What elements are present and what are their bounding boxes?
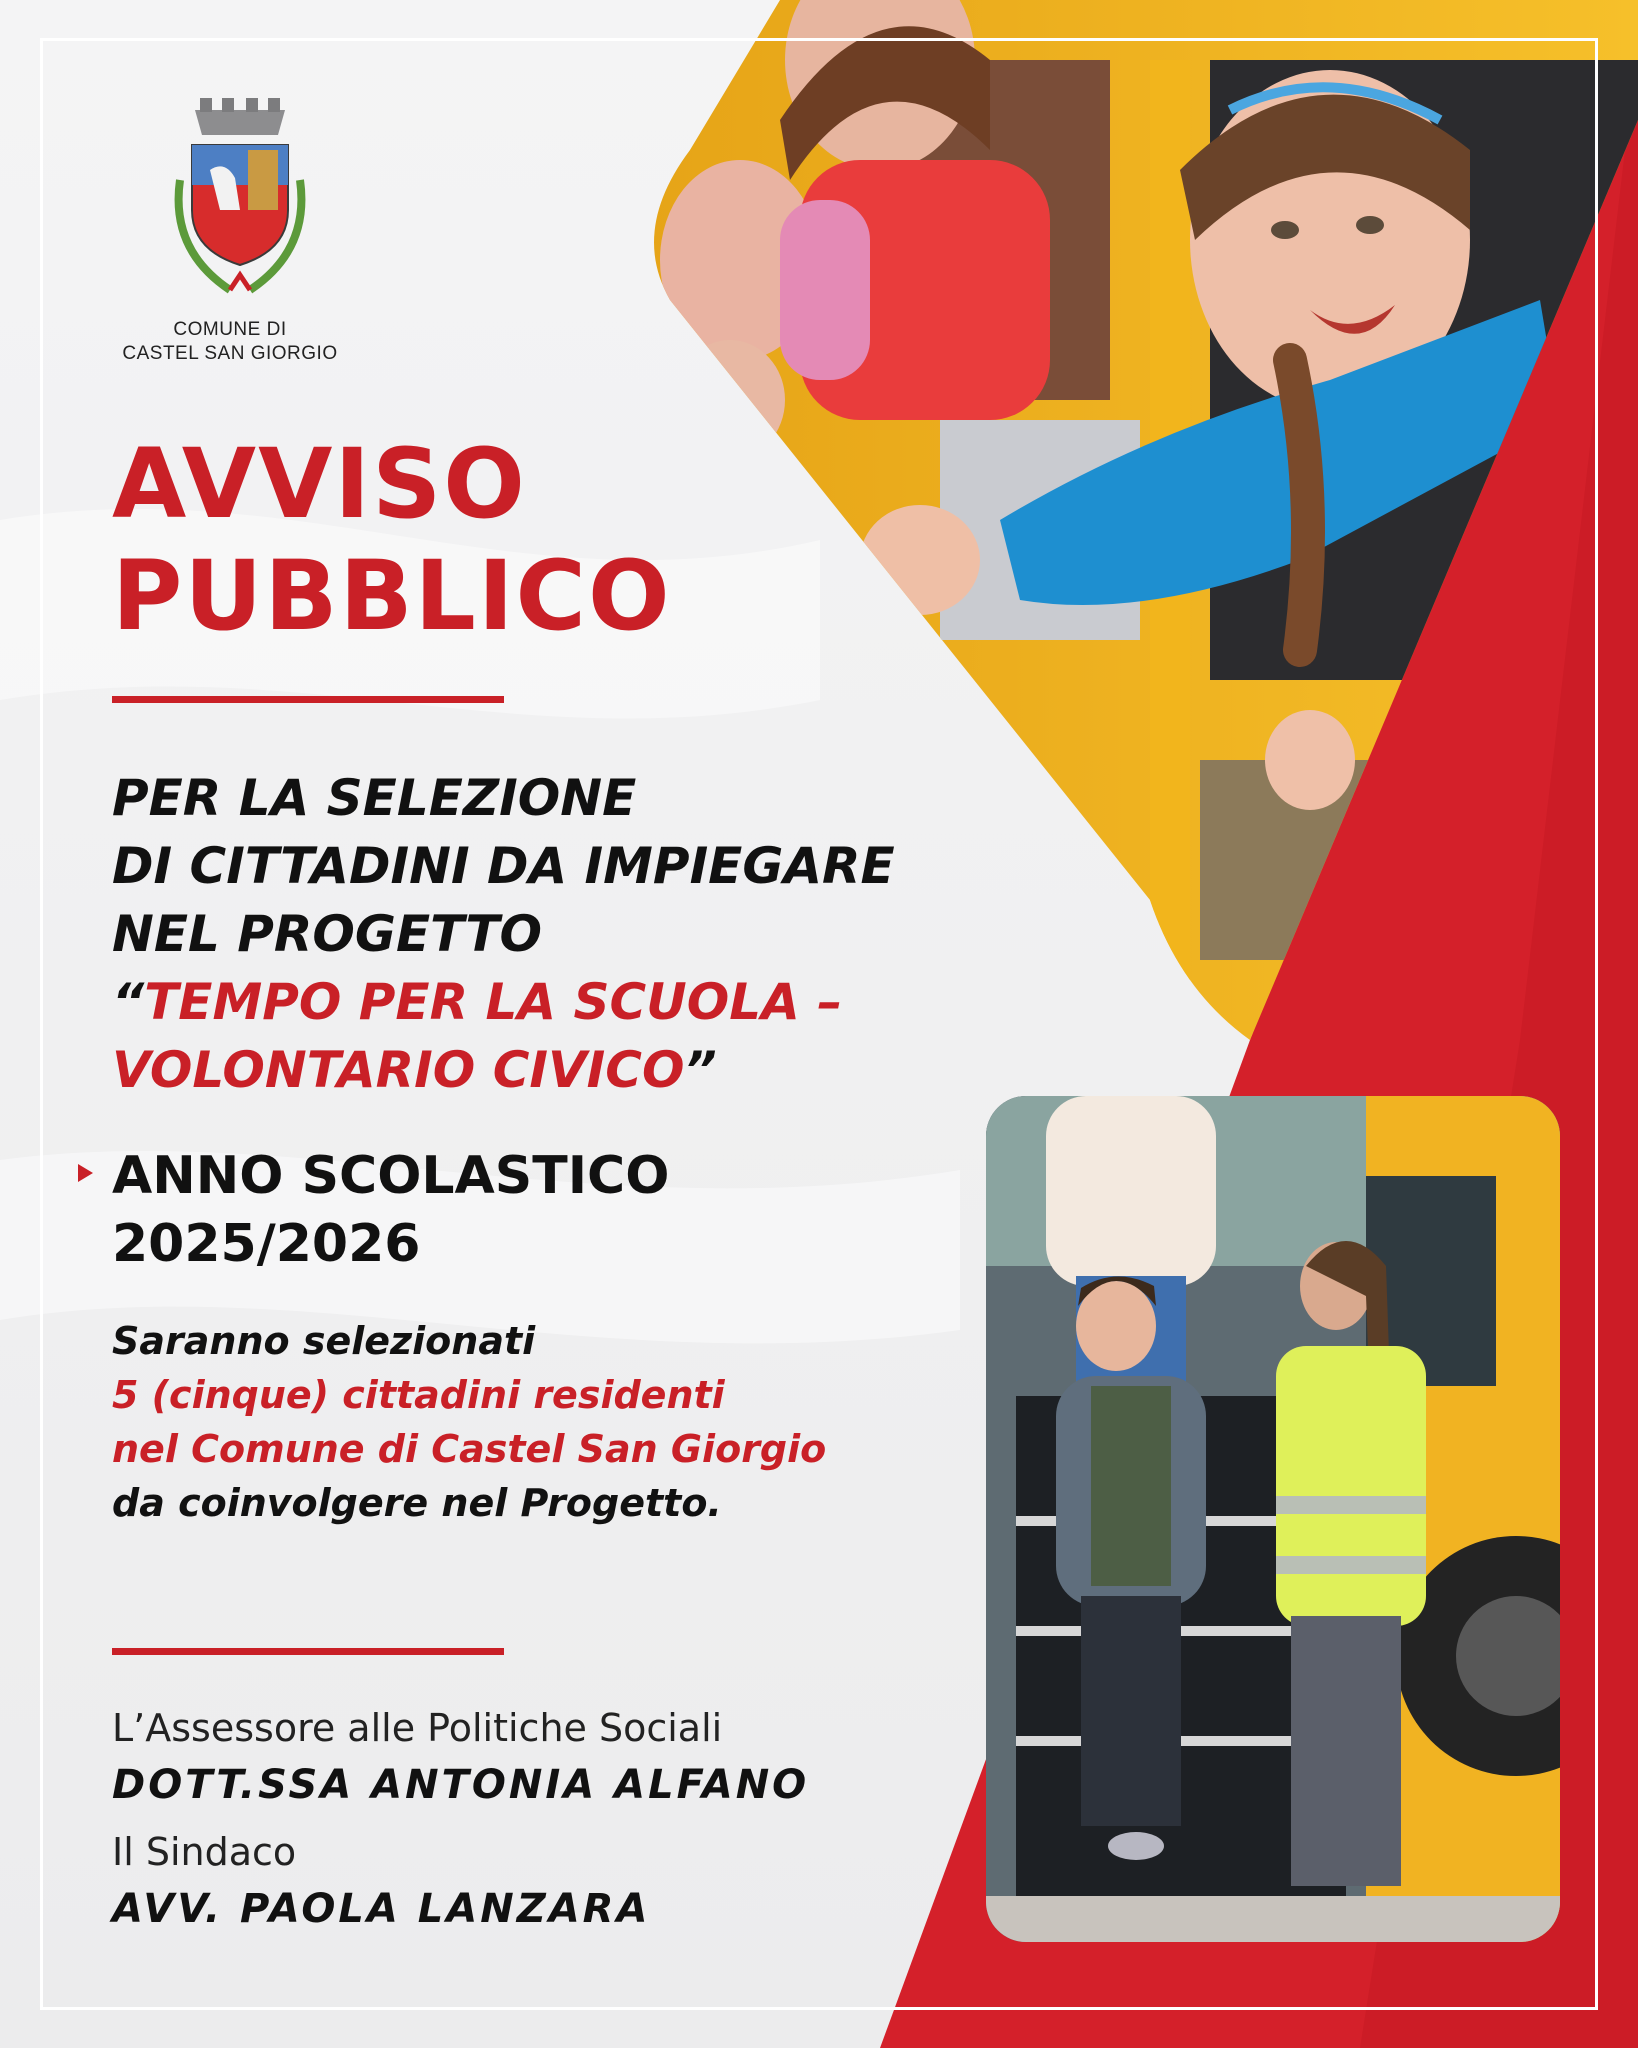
assessor-role: L’Assessore alle Politiche Sociali bbox=[112, 1706, 723, 1750]
subtitle-line-2: DI CITTADINI DA IMPIEGARE bbox=[112, 837, 895, 895]
caption-line-2: CASTEL SAN GIORGIO bbox=[122, 343, 338, 364]
title-divider bbox=[112, 696, 504, 703]
mayor-name: AVV. PAOLA LANZARA bbox=[112, 1886, 651, 1932]
description-line-2: 5 (cinque) cittadini residenti bbox=[112, 1373, 725, 1417]
municipality-caption bbox=[90, 318, 370, 366]
bullet-arrow-icon bbox=[78, 1164, 93, 1182]
signatures-block bbox=[112, 1700, 912, 1948]
description-line-4: da coinvolgere nel Progetto. bbox=[112, 1481, 722, 1525]
subtitle-line-3: NEL PROGETTO bbox=[112, 905, 542, 963]
notice-subtitle bbox=[112, 764, 1012, 1104]
project-name-line-2 bbox=[112, 1036, 1012, 1104]
quote-open: “ bbox=[112, 973, 145, 1031]
project-name-line-1 bbox=[112, 968, 1012, 1036]
description-line-1: Saranno selezionati bbox=[112, 1319, 536, 1363]
bus-stop-photo-art bbox=[986, 1096, 1560, 1942]
project-name-part-2: VOLONTARIO CIVICO bbox=[112, 1041, 685, 1099]
mayor-role: Il Sindaco bbox=[112, 1830, 297, 1874]
selection-description bbox=[112, 1314, 1012, 1530]
signature-divider bbox=[112, 1648, 504, 1655]
notice-title bbox=[112, 428, 672, 652]
school-year bbox=[112, 1142, 669, 1278]
project-name-part-1: TEMPO PER LA SCUOLA – bbox=[144, 973, 843, 1031]
quote-close: ” bbox=[684, 1041, 717, 1099]
municipal-crest-icon bbox=[150, 90, 330, 310]
title-line-1: AVVISO bbox=[112, 428, 527, 540]
caption-line-1: COMUNE DI bbox=[173, 319, 287, 340]
subtitle-line-1: PER LA SELEZIONE bbox=[112, 769, 637, 827]
bus-stop-photo bbox=[986, 1096, 1560, 1942]
description-line-3: nel Comune di Castel San Giorgio bbox=[112, 1427, 827, 1471]
school-year-label: ANNO SCOLASTICO bbox=[112, 1146, 670, 1206]
assessor-name: DOTT.SSA ANTONIA ALFANO bbox=[112, 1762, 810, 1808]
school-year-value: 2025/2026 bbox=[112, 1214, 421, 1274]
title-line-2: PUBBLICO bbox=[112, 540, 672, 652]
